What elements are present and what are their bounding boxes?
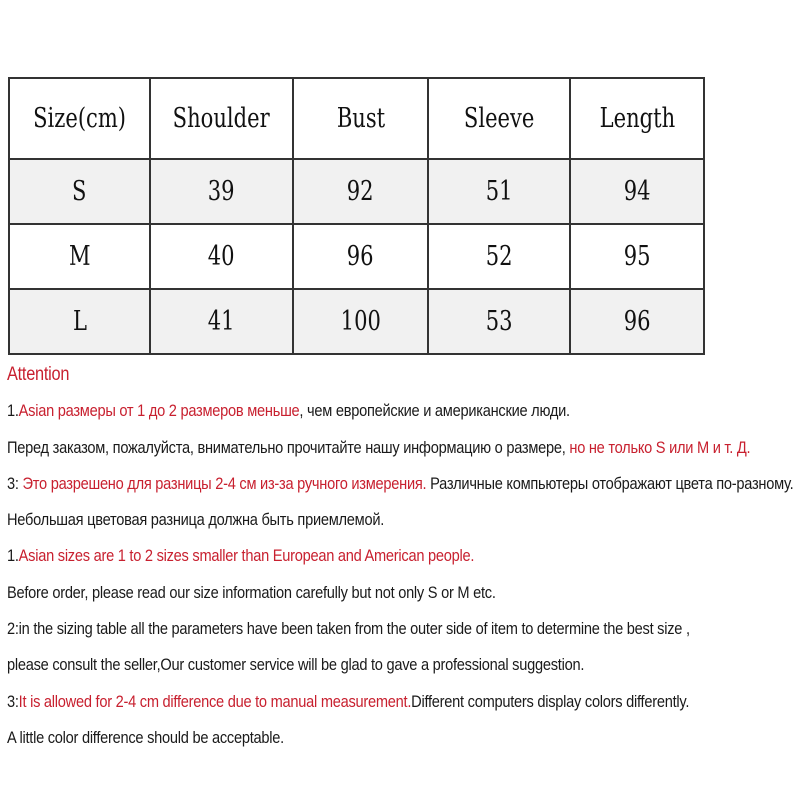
note-line: 3: Это разрешено для разницы 2-4 см из-за ручного измерения. Различные компьютеры отображают цвета по-разному. <box>7 473 794 493</box>
cell-shoulder: 41 <box>150 289 293 354</box>
cell-length: 94 <box>570 159 704 224</box>
note-line: 1.Asian sizes are 1 to 2 sizes smaller than European and American people. <box>7 546 475 566</box>
cell-bust: 100 <box>293 289 428 354</box>
note-line: please consult the seller,Our customer service will be glad to gave a professional suggestion. <box>7 655 585 675</box>
attention-title: Attention <box>7 364 70 385</box>
note-line: 3:It is allowed for 2-4 cm difference due to manual measurement.Different computers display colors differently. <box>7 691 690 711</box>
cell-sleeve: 51 <box>428 159 570 224</box>
cell-size: L <box>9 289 150 354</box>
cell-bust: 92 <box>293 159 428 224</box>
cell-size: M <box>9 224 150 289</box>
cell-sleeve: 53 <box>428 289 570 354</box>
cell-sleeve: 52 <box>428 224 570 289</box>
note-line: 1.Asian размеры от 1 до 2 размеров меньше, чем европейские и американские люди. <box>7 401 570 421</box>
table-row <box>9 159 704 224</box>
header-shoulder: Shoulder <box>150 78 293 159</box>
note-line: A little color difference should be acceptable. <box>7 727 284 747</box>
cell-size: S <box>9 159 150 224</box>
size-chart-table <box>8 77 705 355</box>
header-sleeve: Sleeve <box>428 78 570 159</box>
cell-length: 96 <box>570 289 704 354</box>
header-size: Size(cm) <box>9 78 150 159</box>
attention-notes <box>7 360 800 759</box>
header-bust: Bust <box>293 78 428 159</box>
note-line: Небольшая цветовая разница должна быть приемлемой. <box>7 510 385 530</box>
note-line: Before order, please read our size information carefully but not only S or M etc. <box>7 582 496 602</box>
note-line: Перед заказом, пожалуйста, внимательно прочитайте нашу информацию о размере, но не только S или M и т. Д. <box>7 437 751 457</box>
cell-shoulder: 39 <box>150 159 293 224</box>
cell-shoulder: 40 <box>150 224 293 289</box>
cell-length: 95 <box>570 224 704 289</box>
table-row <box>9 289 704 354</box>
table-header-row <box>9 78 704 159</box>
table-row <box>9 224 704 289</box>
cell-bust: 96 <box>293 224 428 289</box>
note-line: 2:in the sizing table all the parameters have been taken from the outer side of item to determine the best size , <box>7 619 690 639</box>
header-length: Length <box>570 78 704 159</box>
